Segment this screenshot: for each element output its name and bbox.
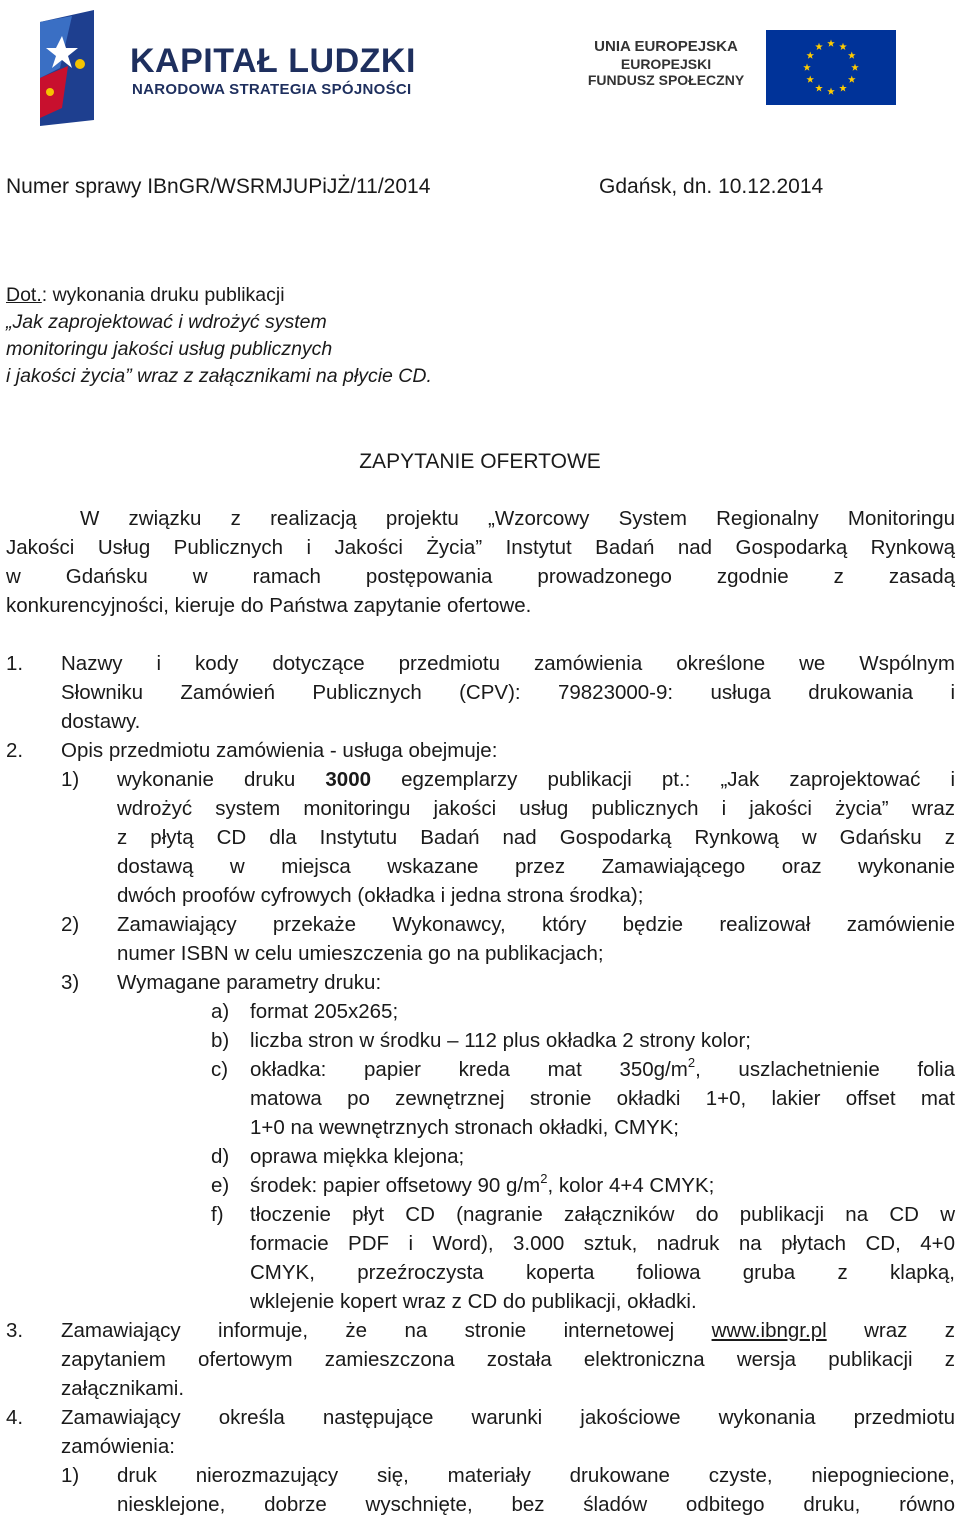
param-c-superscript: 2: [687, 1055, 696, 1070]
section-2-number: 2.: [6, 739, 24, 762]
subject-line-2: „Jak zaprojektować i wdrożyć system: [6, 311, 327, 333]
item-1-text-before: wykonanie druku: [117, 768, 296, 791]
section-2-heading: Opis przedmiotu zamówienia - usługa obejmuje:: [61, 739, 498, 762]
eu-logo-line3: FUNDUSZ SPOŁECZNY: [587, 71, 745, 88]
eu-logo-line1: UNIA EUROPEJSKA: [594, 38, 738, 55]
param-f-line: formacie PDF i Word), 3.000 sztuk, nadruk na płytach CD, 4+0: [250, 1232, 955, 1255]
eu-logo-text: [576, 38, 756, 88]
param-a-letter: a): [211, 1000, 230, 1023]
param-f-letter: f): [211, 1203, 224, 1226]
section-2-item-1-line: dwóch proofów cyfrowych (okładka i jedna strona środka);: [117, 884, 644, 907]
place-date: Gdańsk, dn. 10.12.2014: [599, 175, 824, 198]
header-logos: [0, 0, 960, 140]
section-2-item-1-line: wdrożyć system monitoringu jakości usług publicznych i jakości życia” wraz: [117, 797, 955, 820]
param-c-line: matowa po zewnętrznej stronie okładki 1+0, lakier offset mat: [250, 1087, 955, 1110]
section-1-line: Słowniku Zamówień Publicznych (CPV): 79823000-9: usługa drukowania i: [61, 681, 955, 704]
subject-line-1-text: : wykonania druku publikacji: [41, 284, 285, 306]
section-2-item-1-number: 1): [61, 768, 80, 791]
param-f-line: wklejenie kopert wraz z CD do publikacji, okładki.: [250, 1290, 697, 1313]
param-f-line: tłoczenie płyt CD (nagranie załączników do publikacji na CD w: [250, 1203, 955, 1226]
intro-line: w Gdańsku w ramach postępowania prowadzonego zgodnie z zasadą: [6, 565, 955, 588]
param-c-line: [250, 1055, 956, 1081]
website-link[interactable]: www.ibngr.pl: [711, 1319, 827, 1342]
param-e-text-after: , kolor 4+4 CMYK;: [547, 1174, 715, 1197]
param-e-text-before: środek: papier offsetowy 90 g/m: [250, 1174, 541, 1197]
section-4-line: zamówienia:: [61, 1435, 175, 1458]
section-2-item-3-number: 3): [61, 971, 80, 994]
section-4-line: Zamawiający określa następujące warunki jakościowe wykonania przedmiotu: [61, 1406, 955, 1429]
eu-flag-icon: [766, 30, 896, 105]
section-2-item-2-line: numer ISBN w celu umieszczenia go na publikacjach;: [117, 942, 604, 965]
section-4-item-1-line: druk nierozmazujący się, materiały drukowane czyste, niepogniecione,: [117, 1464, 955, 1487]
section-1-line: dostawy.: [61, 710, 141, 733]
section-4-item-1-number: 1): [61, 1464, 80, 1487]
param-e-line: [250, 1171, 715, 1197]
document-title: ZAPYTANIE OFERTOWE: [359, 450, 601, 473]
section-3-text-after: wraz z: [864, 1319, 955, 1342]
kapital-ludzki-logo-subtitle: NARODOWA STRATEGIA SPÓJNOŚCI: [132, 81, 412, 98]
item-1-text-after: egzemplarzy publikacji pt.: „Jak zaprojektować i: [401, 768, 956, 791]
subject-label: Dot.: [6, 284, 42, 306]
intro-line: konkurencyjności, kieruje do Państwa zapytanie ofertowe.: [6, 594, 532, 617]
copies-count: 3000: [325, 768, 371, 791]
section-3-line: [61, 1321, 955, 1342]
param-f-line: CMYK, przeźroczysta koperta foliowa gruba z klapką,: [250, 1261, 955, 1284]
param-d-text: oprawa miękka klejona;: [250, 1145, 465, 1168]
param-c-text-after: , uszlachetnienie folia: [695, 1058, 956, 1081]
intro-line: Jakości Usług Publicznych i Jakości Życia” Instytut Badań nad Gospodarką Rynkową: [6, 536, 955, 559]
kapital-ludzki-emblem-icon: [32, 8, 102, 126]
param-c-letter: c): [211, 1058, 229, 1081]
subject-line-3: monitoringu jakości usług publicznych: [6, 338, 333, 360]
section-2-item-2-line: Zamawiający przekaże Wykonawcy, który będzie realizował zamówienie: [117, 913, 955, 936]
param-d-letter: d): [211, 1145, 230, 1168]
section-4-item-1-line: niesklejone, dobrze wyschnięte, bez śladów odbitego druku, równo: [117, 1493, 955, 1516]
param-c-line: 1+0 na wewnętrznych stronach okładki, CMYK;: [250, 1116, 679, 1139]
section-3-number: 3.: [6, 1319, 24, 1342]
section-2-item-1-line: dostawą w miejsca wskazane przez Zamawiającego oraz wykonanie: [117, 855, 955, 878]
section-3-line: załącznikami.: [61, 1377, 185, 1400]
section-2-item-3-heading: Wymagane parametry druku:: [117, 971, 382, 994]
subject-line-1: [6, 286, 285, 306]
kapital-ludzki-logo-title: KAPITAŁ LUDZKI: [130, 42, 416, 80]
section-1-line: Nazwy i kody dotyczące przedmiotu zamówienia określone we Wspólnym: [61, 652, 955, 675]
intro-line: W związku z realizacją projektu „Wzorcowy System Regionalny Monitoringu: [80, 507, 955, 530]
param-b-letter: b): [211, 1029, 230, 1052]
section-2-item-1-line: [117, 770, 955, 791]
section-3-line: zapytaniem ofertowym zamieszczona została elektroniczna wersja publikacji z: [61, 1348, 955, 1371]
section-1-number: 1.: [6, 652, 24, 675]
param-e-superscript: 2: [540, 1171, 548, 1186]
param-a-text: format 205x265;: [250, 1000, 399, 1023]
param-e-letter: e): [211, 1174, 230, 1197]
section-2-item-1-line: z płytą CD dla Instytutu Badań nad Gospodarką Rynkową w Gdańsku z: [117, 826, 955, 849]
eu-logo-line2: EUROPEJSKI: [620, 55, 712, 72]
param-b-text: liczba stron w środku – 112 plus okładka 2 strony kolor;: [250, 1029, 751, 1052]
section-4-number: 4.: [6, 1406, 24, 1429]
param-c-text-before: okładka: papier kreda mat 350g/m: [250, 1058, 688, 1081]
section-3-text-before: Zamawiający informuje, że na stronie internetowej: [61, 1319, 675, 1342]
section-2-item-2-number: 2): [61, 913, 80, 936]
case-number: Numer sprawy IBnGR/WSRMJUPiJŻ/11/2014: [6, 175, 431, 198]
subject-line-4: i jakości życia” wraz z załącznikami na płycie CD.: [6, 365, 432, 387]
